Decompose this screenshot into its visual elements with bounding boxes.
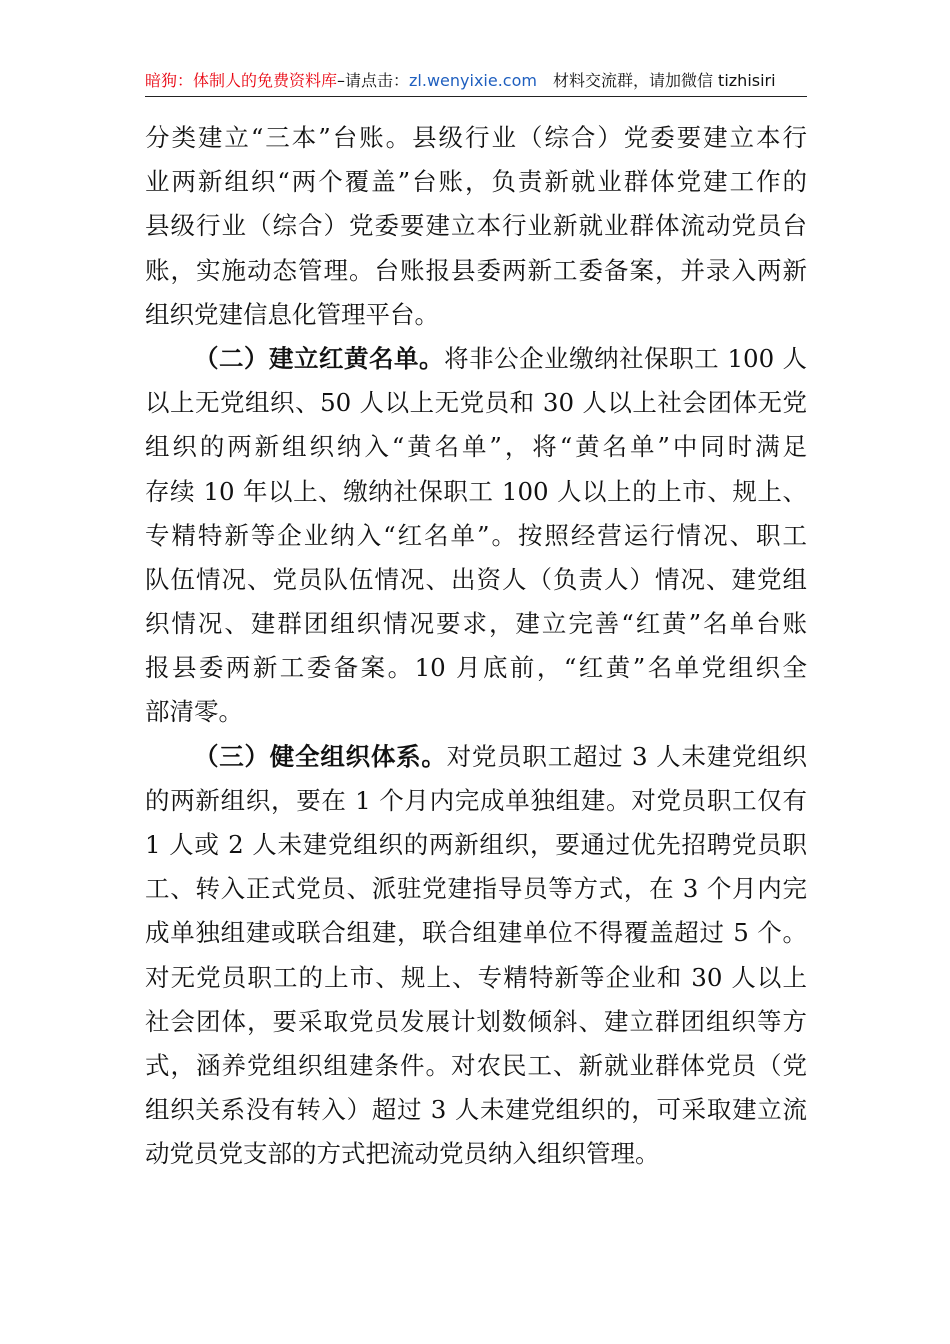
text-line: 账，实施动态管理。台账报县委两新工委备案，并录入两新	[145, 255, 807, 285]
text-line: 社会团体，要采取党员发展计划数倾斜、建立群团组织等方	[145, 1006, 807, 1036]
text-line: 县级行业（综合）党委要建立本行业新就业群体流动党员台	[145, 211, 807, 241]
paragraph-ledger	[145, 116, 807, 337]
text-line: 动党员党支部的方式把流动党员纳入组织管理。	[145, 1139, 660, 1169]
text-run: 对党员职工超过 3 人未建党组织	[446, 741, 807, 771]
text-line: 队伍情况、党员队伍情况、出资人（负责人）情况、建党组	[145, 564, 807, 594]
text-line: 报县委两新工委备案。10 月底前，“红黄”名单党组织全	[145, 653, 807, 683]
text-line: 1 人或 2 人未建党组织的两新组织，要通过优先招聘党员职	[145, 830, 807, 859]
section-heading: （二）建立红黄名单。	[194, 343, 445, 373]
text-line: 工、转入正式党员、派驻党建指导员等方式，在 3 个月内完	[145, 874, 807, 904]
text-line: 的两新组织，要在 1 个月内完成单独组建。对党员职工仅有	[145, 785, 807, 815]
text-line: 组织的两新组织纳入“黄名单”，将“黄名单”中同时满足	[145, 432, 807, 462]
text-run: 将非公企业缴纳社保职工 100 人	[444, 343, 807, 373]
text-line: 织情况、建群团组织情况要求，建立完善“红黄”名单台账	[145, 609, 807, 639]
header-link-prefix: –请点击：	[337, 71, 410, 90]
text-line	[145, 337, 807, 381]
section-heading: （三）健全组织体系。	[194, 741, 447, 771]
paragraph-red-yellow-list	[145, 337, 807, 735]
header-brand: 暗狗：体制人的免费资料库	[145, 71, 338, 90]
text-line: 式，涵养党组织组建条件。对农民工、新就业群体党员（党	[145, 1050, 807, 1080]
text-line	[145, 735, 807, 779]
text-line: 成单独组建或联合组建，联合组建单位不得覆盖超过 5 个。	[145, 918, 807, 948]
text-line: 分类建立“三本”台账。县级行业（综合）党委要建立本行	[145, 123, 807, 152]
header-group-note: 材料交流群，请加微信 tizhisiri	[552, 71, 776, 90]
document-body	[145, 116, 807, 1177]
text-line: 组织党建信息化管理平台。	[145, 299, 439, 329]
text-line: 对无党员职工的上市、规上、专精特新等企业和 30 人以上	[145, 962, 807, 992]
page-header	[145, 68, 807, 97]
text-line: 业两新组织“两个覆盖”台账，负责新就业群体党建工作的	[145, 167, 807, 197]
text-line: 以上无党组织、50 人以上无党员和 30 人以上社会团体无党	[145, 388, 807, 418]
text-line: 部清零。	[145, 697, 243, 727]
paragraph-organization-system	[145, 735, 807, 1177]
header-url-link[interactable]: zl.wenyixie.com	[409, 71, 537, 90]
text-line: 存续 10 年以上、缴纳社保职工 100 人以上的上市、规上、	[145, 476, 807, 506]
text-line: 组织关系没有转入）超过 3 人未建党组织的，可采取建立流	[145, 1095, 807, 1125]
text-line: 专精特新等企业纳入“红名单”。按照经营运行情况、职工	[145, 520, 807, 550]
